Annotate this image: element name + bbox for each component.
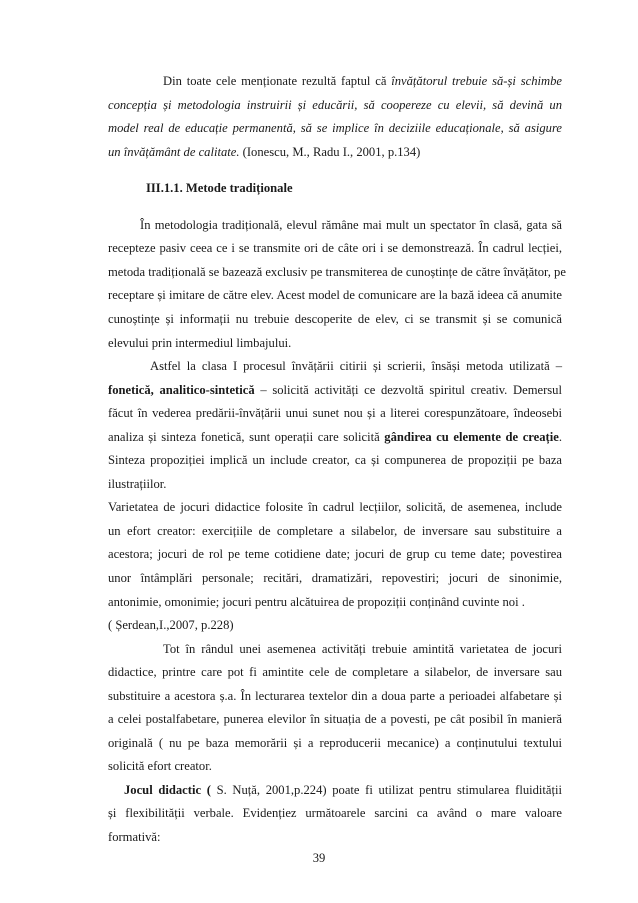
paragraph-4-line-3: acestora; jocuri de rol pe teme cotidiene date; jocuri de grup cu teme date; povestirea [108, 547, 562, 561]
paragraph-1-line-1: Din toate cele menționate rezultă faptul că învățătorul trebuie să-și schimbe [163, 74, 562, 88]
paragraph-2-line-4: receptare și imitare de către elev. Acest model de comunicare are la bază ideea că anumite [108, 288, 562, 302]
paragraph-3-line-6: ilustrațiilor. [108, 477, 167, 491]
paragraph-2-line-2: recepteze pasiv ceea ce i se transmite ori de câte ori i se demonstrează. În cadrul lecției, [108, 241, 562, 255]
citation: (Ionescu, M., Radu I., 2001, p.134) [239, 145, 421, 159]
paragraph-3-line-1: Astfel la clasa I procesul învățării citirii și scrierii, însăși metoda utilizată – [150, 359, 562, 373]
paragraph-5-line-6: solicită efort creator. [108, 759, 212, 773]
paragraph-3-line-3: făcut în vederea predării-învățării unui sunet nou și a literei corespunzătoare, îndeosebi [108, 406, 562, 420]
citation: ( Șerdean,I.,2007, p.228) [108, 618, 234, 632]
italic-emphasis: un învățământ de calitate. [108, 145, 240, 159]
paragraph-2-line-6: elevului prin intermediul limbajului. [108, 336, 292, 350]
paragraph-5-line-2: didactice, printre care pot fi amintite cele de completare a silabelor, de inversare sau [108, 665, 562, 679]
paragraph-2-line-1: În metodologia tradițională, elevul rămâne mai mult un spectator în clasă, gata să [140, 218, 562, 232]
paragraph-1-line-3: model real de educație permanentă, să se implice în deciziile educaționale, să asigure [108, 121, 562, 135]
paragraph-5-line-5: originală ( nu pe baza memorării și a reproducerii mecanice) a conținutului textului [108, 736, 562, 750]
paragraph-5-line-3: substituire a acestora ș.a. În lecturarea textelor din a doua parte a perioadei alfabetare și [108, 689, 562, 703]
paragraph-1-line-2: concepția și metodologia instruirii și educării, să coopereze cu elevii, să devină un [108, 98, 562, 112]
paragraph-3-line-5: Sinteza propoziției implică un include creator, ca și compunerea de propoziții pe baza [108, 453, 562, 467]
paragraph-4-line-4: unor întâmplări personale; recitări, dramatizări, repovestiri; jocuri de sinonimie, [108, 571, 562, 585]
paragraph-2-line-3: metoda tradițională se bazează exclusiv pe transmiterea de cunoștințe de către învățător, pe [108, 265, 566, 279]
paragraph-3-line-4: analiza și sinteza fonetică, sunt operații care solicită gândirea cu elemente de creație. [108, 430, 562, 444]
italic-emphasis: învățătorul trebuie să-și schimbe [391, 74, 562, 88]
paragraph-1-line-4 [108, 144, 562, 160]
paragraph-6-line-3: formativă: [108, 830, 161, 844]
paragraph-3-line-2: fonetică, analitico-sintetică – solicită activități ce dezvoltă spiritul creativ. Demersul [108, 383, 562, 397]
paragraph-6-line-2: și flexibilității verbale. Evidențiez următoarele sarcini ca având o mare valoare [108, 806, 562, 820]
bold-emphasis: Jocul didactic ( [124, 783, 211, 797]
paragraph-2-line-5: cunoștințe și informații nu trebuie descoperite de elev, ci se transmit și se comunică [108, 312, 562, 326]
bold-emphasis: gândirea cu elemente de creație [384, 430, 559, 444]
paragraph-5-line-1: Tot în rândul unei asemenea activități trebuie amintită varietatea de jocuri [163, 642, 562, 656]
paragraph-4-line-1: Varietatea de jocuri didactice folosite în cadrul lecțiilor, solicită, de asemenea, include [108, 500, 562, 514]
page-number: 39 [312, 851, 326, 865]
paragraph-6-line-1: Jocul didactic ( S. Nuță, 2001,p.224) poate fi utilizat pentru stimularea fluidității [124, 783, 563, 797]
bold-emphasis: fonetică, analitico-sintetică [108, 383, 255, 397]
paragraph-5-line-4: a celei postalfabetare, punerea elevilor în situația de a povesti, pe cât posibil în manieră [108, 712, 562, 726]
paragraph-4-line-2: un efort creator: exercițiile de completare a silabelor, de inversare sau substituire a [108, 524, 562, 538]
section-heading: III.1.1. Metode tradiționale [146, 181, 293, 196]
paragraph-4-line-5: antonimie, omonimie; jocuri pentru alcătuirea de propoziții conținând cuvinte noi . [108, 595, 525, 609]
